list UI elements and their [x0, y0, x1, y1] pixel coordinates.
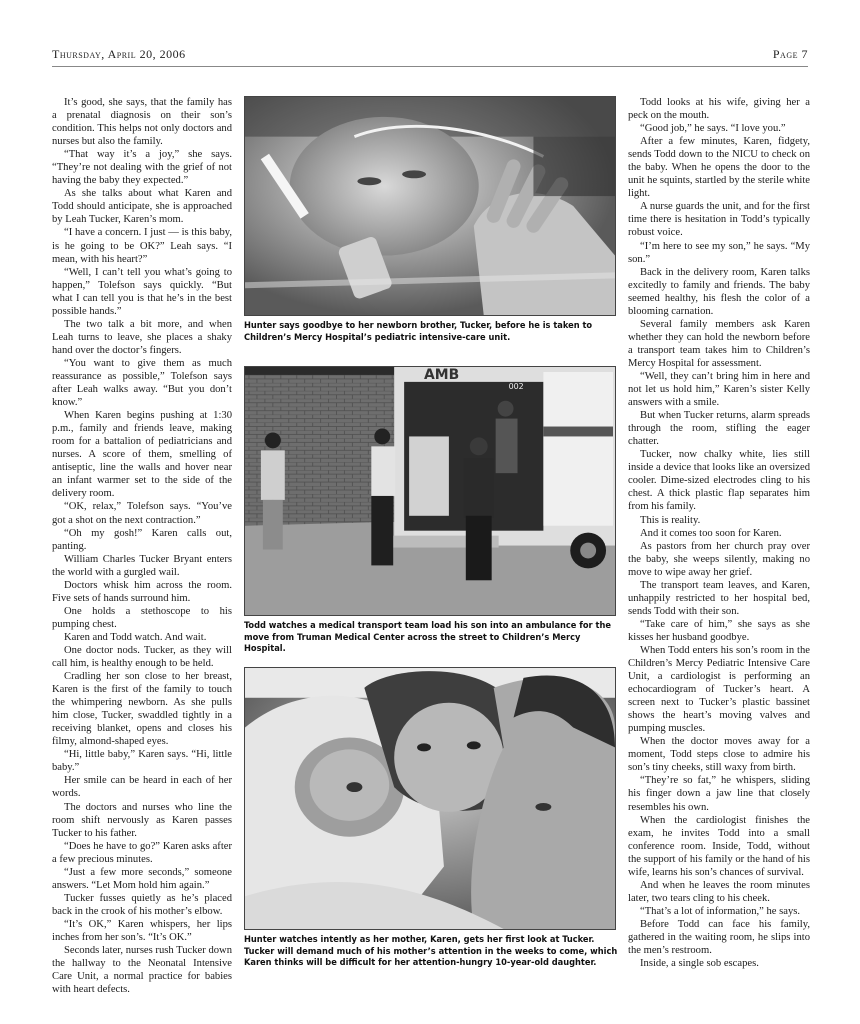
article-paragraph: A nurse guards the unit, and for the first time there is hesitation in Todd’s typically robust voice. [628, 201, 810, 239]
photo-ambulance [244, 366, 616, 616]
left-text-column [52, 96, 232, 996]
right-text-column [628, 96, 810, 970]
article-paragraph: “Oh my gosh!” Karen calls out, panting. [52, 527, 232, 552]
article-paragraph: This is reality. [640, 514, 701, 526]
ambulance-sign-text: AMB [424, 367, 460, 383]
article-paragraph: Back in the delivery room, Karen talks excitedly to family and friends. The baby seemed healthy, his flesh the color of a blooming carnation. [628, 266, 810, 317]
article-paragraph: Seconds later, nurses rush Tucker down the hallway to the Neonatal Intensive Care Unit, a normal practice for babies with heart defects. [52, 945, 232, 996]
article-paragraph: Doctors whisk him across the room. Five sets of hands surround him. [52, 579, 232, 604]
article-paragraph: William Charles Tucker Bryant enters the world with a gurgled wail. [52, 553, 232, 578]
article-paragraph: “Just a few more seconds,” someone answers. “Let Mom hold him again.” [52, 866, 232, 891]
article-paragraph: Tucker, now chalky white, lies still inside a device that looks like an oversized cooler. Dime-sized electrodes cling to his chest. A thick plastic flap separates him from his family. [628, 449, 810, 513]
article-paragraph: Karen and Todd watch. And wait. [64, 631, 207, 643]
article-paragraph: But when Tucker returns, alarm spreads through the room, stifling the eager chatter. [628, 410, 810, 448]
photo-baby-incubator [244, 96, 616, 316]
article-paragraph: Her smile can be heard in each of her words. [52, 775, 232, 800]
article-paragraph: “They’re so fat,” he whispers, sliding his finger down a jaw line that closely resembles his own. [628, 775, 810, 813]
article-paragraph: “I’m here to see my son,” he says. “My son.” [628, 240, 810, 265]
article-paragraph: “OK, relax,” Tolefson says. “You’ve got a shot on the next contraction.” [52, 501, 232, 526]
article-paragraph: “You want to give them as much reassurance as possible,” Tolefson says after Leah walks away. “But you don’t know.” [52, 357, 232, 409]
article-paragraph: “Take care of him,” she says as she kisses her husband goodbye. [628, 618, 810, 643]
article-paragraph: When the doctor moves away for a moment, Todd steps close to admire his son’s tiny cheeks, still waxy from birth. [628, 736, 810, 774]
article-paragraph: Inside, a single sob escapes. [640, 958, 759, 970]
article-paragraph: “That’s a lot of information,” he says. [640, 905, 801, 917]
article-paragraph: Several family members ask Karen whether they can hold the newborn before a transport team takes him to Children’s Mercy Hospital for assessment. [628, 318, 810, 369]
article-paragraph: “I have a concern. I just — is this baby, is he going to be OK?” Leah says. “I mean, with his heart?” [52, 227, 232, 265]
article-paragraph: And when he leaves the room minutes later, two tears cling to his cheek. [628, 879, 810, 904]
article-paragraph: After a few minutes, Karen, fidgety, sends Todd down to the NICU to check on the baby. When he opens the door to the unit he squints, startled by the sterile white light. [628, 136, 810, 200]
issue-date: Thursday, April 20, 2006 [52, 47, 186, 61]
article-paragraph: Before Todd can face his family, gathered in the waiting room, he slips into the men’s restroom. [628, 918, 810, 957]
article-paragraph: It’s good, she says, that the family has a prenatal diagnosis on their son’s condition. This helps not only doctors and nurses but also the family. [52, 97, 232, 148]
photo-caption: Todd watches a medical transport team load his son into an ambulance for the move from Truman Medical Center across the street to Children’s Mercy Hospital. [244, 620, 611, 655]
article-paragraph: Todd looks at his wife, giving her a peck on the mouth. [628, 97, 810, 122]
article-paragraph: And it comes too soon for Karen. [640, 527, 782, 539]
article-paragraph: “Well, I can’t tell you what’s going to happen,” Tolefson says quickly. “But what I can tell you is that he’s in the best possible hands.” [52, 266, 232, 317]
article-paragraph: When the cardiologist finishes the exam, he invites Todd into a small conference room. Inside, Todd, without the support of his family or the hand of his wife, learns his son’s chances of survival. [628, 814, 810, 878]
article-paragraph: One doctor nods. Tucker, as they will call him, is healthy enough to be held. [52, 644, 232, 670]
article-paragraph: When Karen begins pushing at 1:30 p.m., family and friends leave, making room for a battalion of pediatricians and nurses. A score of them, smelling of antiseptic, line the walls and hover near an infant warmer set to the side of the delivery room. [52, 410, 232, 500]
article-paragraph: “It’s OK,” Karen whispers, her lips inches from her son’s. “It’s OK.” [52, 918, 232, 943]
page-header [52, 44, 808, 67]
article-paragraph: The transport team leaves, and Karen, unhappily restricted to her hospital bed, sends Todd with their son. [628, 579, 810, 617]
article-paragraph: “Good job,” he says. “I love you.” [640, 123, 786, 135]
article-paragraph: “Hi, little baby,” Karen says. “Hi, little baby.” [52, 749, 232, 774]
photo-caption: Hunter watches intently as her mother, Karen, gets her first look at Tucker. Tucker will demand much of his mother’s attention in the weeks to come, which Karen thinks will be difficult for her attention-hungry 10-year-old daughter. [244, 934, 618, 969]
article-paragraph: “That way it’s a joy,” she says. “They’re not dealing with the grief of not having the baby they expected.” [52, 149, 232, 187]
article-paragraph: The doctors and nurses who line the room shift nervously as Karen passes Tucker to his father. [52, 801, 232, 839]
article-paragraph: “Well, they can’t bring him in here and not let us hold him,” Karen’s sister Kelly answers with a smile. [628, 370, 810, 409]
article-paragraph: Tucker fusses quietly as he’s placed back in the crook of his mother’s elbow. [52, 892, 232, 917]
article-paragraph: As pastors from her church pray over the baby, she weeps silently, making no move to wipe away her grief. [628, 540, 810, 578]
ambulance-unit-number: 002 [508, 381, 524, 391]
photo-caption: Hunter says goodbye to her newborn brother, Tucker, before he is taken to Children’s Mercy Hospital’s pediatric intensive-care unit. [244, 320, 593, 343]
photo-family-newborn [244, 667, 616, 930]
article-paragraph: “Does he have to go?” Karen asks after a few precious minutes. [52, 840, 232, 865]
article-paragraph: Cradling her son close to her breast, Karen is the first of the family to touch the whimpering newborn. As she pulls him close, Tucker, swaddled tightly in a receiving blanket, opens and closes his filmy, almond-shaped eyes. [52, 671, 232, 748]
article-paragraph: As she talks about what Karen and Todd should anticipate, she is approached by Leah Tucker, Karen’s mom. [52, 188, 232, 226]
article-paragraph: The two talk a bit more, and when Leah turns to leave, she places a shaky hand over the doctor’s fingers. [52, 318, 232, 356]
article-paragraph: When Todd enters his son’s room in the Children’s Mercy Pediatric Intensive Care Unit, a cardiologist is performing an echocardiogram of Tucker’s heart. A screen next to Tucker’s plastic bassinet shows the heart’s moving valves and pumping muscles. [628, 644, 810, 735]
article-paragraph: One holds a stethoscope to his pumping chest. [52, 605, 232, 630]
page-number: Page 7 [772, 47, 808, 61]
